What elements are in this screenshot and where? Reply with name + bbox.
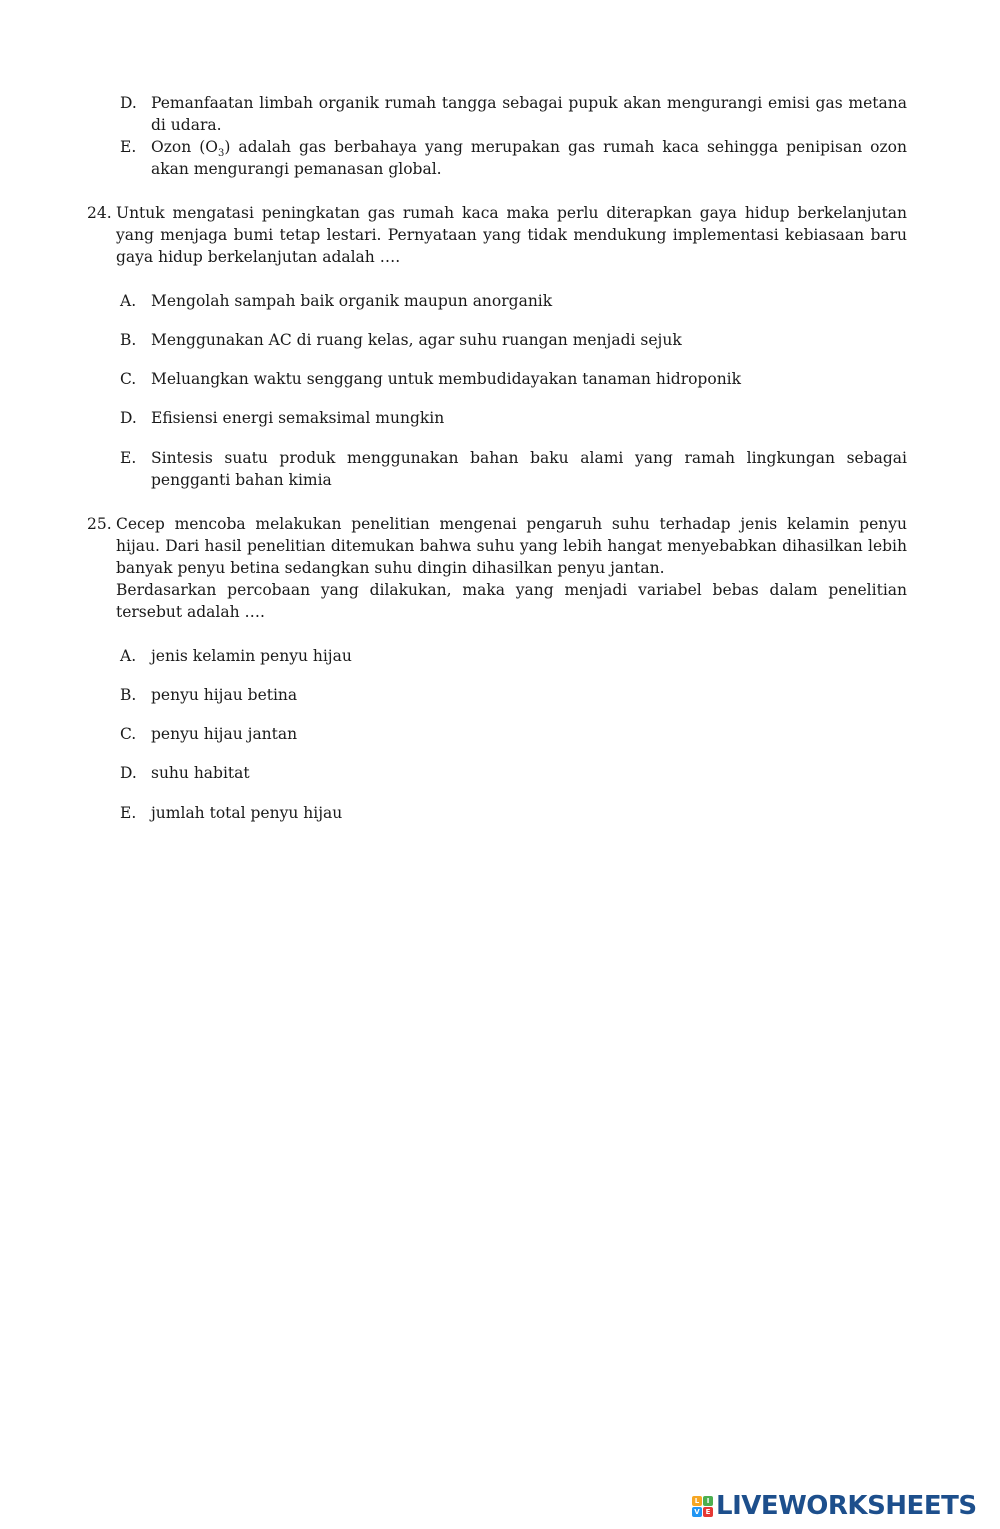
question-stem [116, 513, 907, 623]
q23-option-e[interactable] [120, 136, 907, 180]
option-text: jumlah total penyu hijau [151, 804, 343, 822]
option-text: Menggunakan AC di ruang kelas, agar suhu ruangan menjadi sejuk [151, 331, 682, 349]
option-text: penyu hijau jantan [151, 725, 298, 743]
option-text: jenis kelamin penyu hijau [151, 647, 352, 665]
question-stem-paragraph-1: Cecep mencoba melakukan penelitian mengenai pengaruh suhu terhadap jenis kelamin penyu hijau. Dari hasil penelitian ditemukan bahwa suhu yang lebih hangat menyebabkan dihasilkan lebih banyak penyu betina sedangkan suhu dingin dihasilkan penyu jantan. [116, 515, 907, 577]
logo-grid-icon [692, 1496, 713, 1517]
option-letter: D. [120, 94, 137, 112]
logo-tile: I [703, 1496, 713, 1506]
q25-option-e[interactable] [120, 802, 907, 824]
option-letter: B. [120, 686, 137, 704]
option-text: Meluangkan waktu senggang untuk membudidayakan tanaman hidroponik [151, 370, 742, 388]
option-letter: C. [120, 725, 137, 743]
question-number: 24. [87, 204, 112, 222]
logo-tile: V [692, 1507, 702, 1517]
question-number: 25. [87, 515, 112, 533]
logo-tile: L [692, 1496, 702, 1506]
option-letter: B. [120, 331, 137, 349]
q25-option-d[interactable] [120, 762, 907, 784]
q25-option-c[interactable] [120, 723, 907, 745]
option-text: Mengolah sampah baik organik maupun anorganik [151, 292, 553, 310]
option-letter: E. [120, 138, 137, 156]
option-text: penyu hijau betina [151, 686, 298, 704]
question-stem-paragraph-2: Berdasarkan percobaan yang dilakukan, maka yang menjadi variabel bebas dalam penelitian tersebut adalah …. [116, 581, 907, 621]
option-letter: A. [120, 292, 137, 310]
option-letter: D. [120, 409, 137, 427]
question-25 [87, 513, 907, 623]
option-letter: C. [120, 370, 137, 388]
question-stem: Untuk mengatasi peningkatan gas rumah kaca maka perlu diterapkan gaya hidup berkelanjutan yang menjaga bumi tetap lestari. Pernyataan yang tidak mendukung implementasi kebiasaan baru gaya hidup berkelanjutan adalah …. [116, 204, 907, 266]
option-letter: E. [120, 449, 137, 467]
logo-text: LIVEWORKSHEETS [716, 1491, 977, 1521]
question-24 [87, 202, 907, 268]
q24-option-d[interactable] [120, 407, 907, 429]
option-letter: A. [120, 647, 137, 665]
q25-option-a[interactable] [120, 645, 907, 667]
option-text: Efisiensi energi semaksimal mungkin [151, 409, 445, 427]
q24-option-b[interactable] [120, 329, 907, 351]
q23-option-d[interactable] [120, 92, 907, 136]
q24-option-e[interactable] [120, 447, 907, 491]
q24-option-a[interactable] [120, 290, 907, 312]
option-text: Sintesis suatu produk menggunakan bahan baku alami yang ramah lingkungan sebagai pengganti bahan kimia [151, 449, 907, 489]
option-text: Pemanfaatan limbah organik rumah tangga sebagai pupuk akan mengurangi emisi gas metana di udara. [151, 94, 907, 134]
option-text: suhu habitat [151, 764, 250, 782]
liveworksheets-logo[interactable] [692, 1488, 977, 1524]
q24-option-c[interactable] [120, 368, 907, 390]
q25-option-b[interactable] [120, 684, 907, 706]
option-text: Ozon $(O_3)$ adalah gas berbahaya yang merupakan gas rumah kaca sehingga penipisan ozon akan mengurangi pemanasan global. [151, 138, 907, 178]
logo-tile: E [703, 1507, 713, 1517]
option-letter: E. [120, 804, 137, 822]
option-letter: D. [120, 764, 137, 782]
